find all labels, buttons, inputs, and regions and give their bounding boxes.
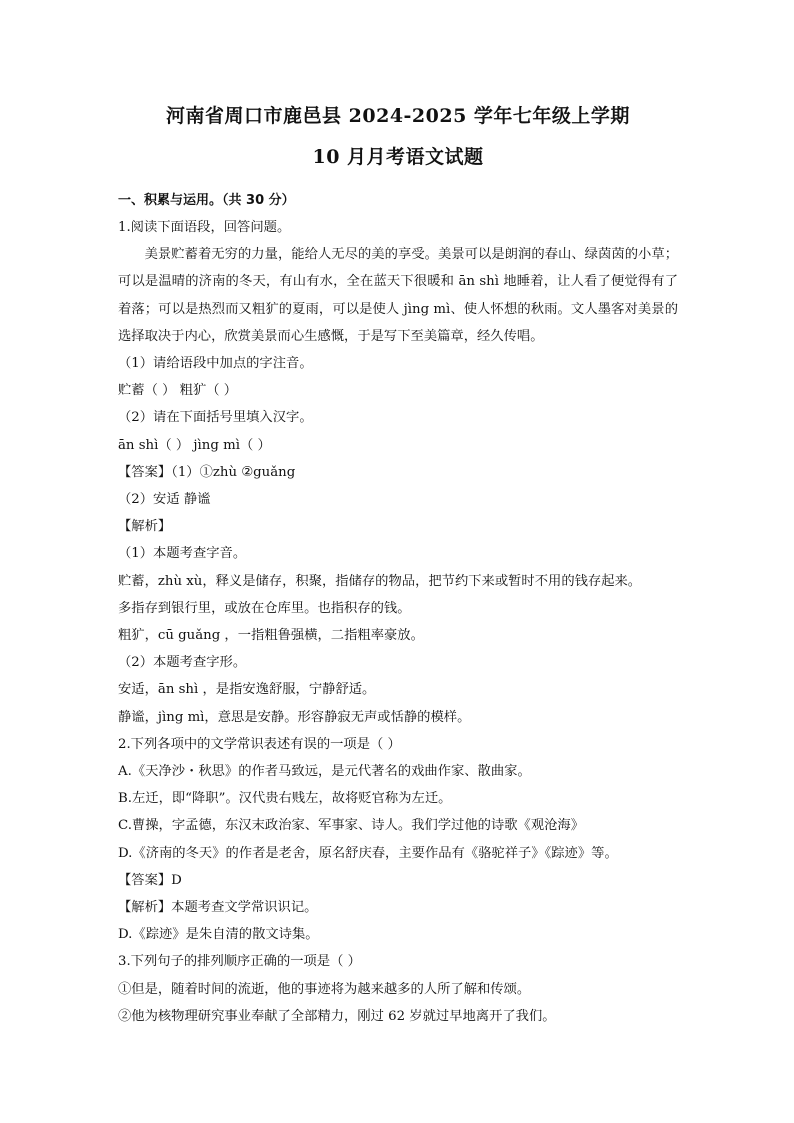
question-2-answer: 【答案】D (118, 872, 182, 888)
question-2-option-d: D.《济南的冬天》的作者是老舍，原名舒庆春，主要作品有《骆驼祥子》《踪迹》等。 (118, 845, 618, 861)
question-1-stem: 1.阅读下面语段，回答问题。 (118, 220, 291, 235)
analysis-line: 贮蓄，zhù xù，释义是储存，积聚，指储存的物品，把节约下来或暂时不用的钱存起来。 (118, 573, 642, 589)
analysis-line: （1）本题考查字音。 (118, 546, 247, 562)
question-1-sub1-blanks: 贮蓄（ ） 粗犷（ ） (118, 383, 238, 399)
section-heading: 一、积累与运用。（共 30 分） (118, 193, 295, 208)
question-1-answer: 【答案】（1）①zhù ②guǎng (118, 464, 296, 480)
question-1-analysis-tag: 【解析】 (118, 519, 172, 535)
exam-title-line2: 10 月月考语文试题 (312, 146, 484, 168)
question-1-sub2-blanks: ān shì（ ） jìng mì（ ） (118, 437, 271, 453)
exam-title-line1: 河南省周口市鹿邑县 2024-2025 学年七年级上学期 (166, 105, 630, 127)
question-2-option-b: B.左迁，即“降职”。汉代贵右贱左，故将贬官称为左迁。 (118, 791, 452, 807)
question-1-sub1: （1）请给语段中加点的字注音。 (118, 356, 313, 372)
question-2-option-a: A.《天净沙・秋思》的作者马致远，是元代著名的戏曲作家、散曲家。 (118, 764, 531, 780)
exam-page (118, 96, 678, 1030)
question-1-answer-part2: （2）安适 静谧 (118, 492, 211, 508)
analysis-line: 安适，ān shì ，是指安逸舒服，宁静舒适。 (118, 682, 376, 698)
question-1-passage: 美景贮蓄着无穷的力量，能给人无尽的美的享受。美景可以是朗润的春山、绿茵茵的小草；可以是温晴的济南的冬天，有山有水，全在蓝天下很暖和 ān shì 地睡着，让人看了便觉得有了着落；可以是热烈而又粗犷的夏雨，可以是使人 jìng mì、使人怀想的秋雨。文人墨客对美景的选择取决于内心，欣赏美景而心生感慨，于是写下至美篇章，经久传唱。 (118, 247, 678, 344)
analysis-line: 粗犷，cū guǎng ，一指粗鲁强横，二指粗率豪放。 (118, 628, 424, 644)
analysis-line: 多指存到银行里，或放在仓库里。也指积存的钱。 (118, 600, 411, 616)
question-2-stem: 2.下列各项中的文学常识表述有误的一项是（ ） (118, 736, 401, 752)
question-2-option-c: C.曹操，字孟德，东汉末政治家、军事家、诗人。我们学过他的诗歌《观沧海》 (118, 818, 585, 834)
question-3-item-1: ①但是，随着时间的流逝，他的事迹将为越来越多的人所了解和传颂。 (118, 981, 531, 997)
question-3-item-2: ②他为核物理研究事业奉献了全部精力，刚过 62 岁就过早地离开了我们。 (118, 1008, 556, 1024)
analysis-line: （2）本题考查字形。 (118, 655, 247, 671)
question-2-analysis: 【解析】本题考查文学常识识记。 (118, 900, 318, 916)
question-3-stem: 3.下列句子的排列顺序正确的一项是（ ） (118, 954, 361, 970)
analysis-line: 静谧，jìng mì，意思是安静。形容静寂无声或恬静的模样。 (118, 709, 471, 725)
question-2-analysis-detail: D.《踪迹》是朱自清的散文诗集。 (118, 927, 319, 943)
question-1-sub2: （2）请在下面括号里填入汉字。 (118, 410, 313, 426)
